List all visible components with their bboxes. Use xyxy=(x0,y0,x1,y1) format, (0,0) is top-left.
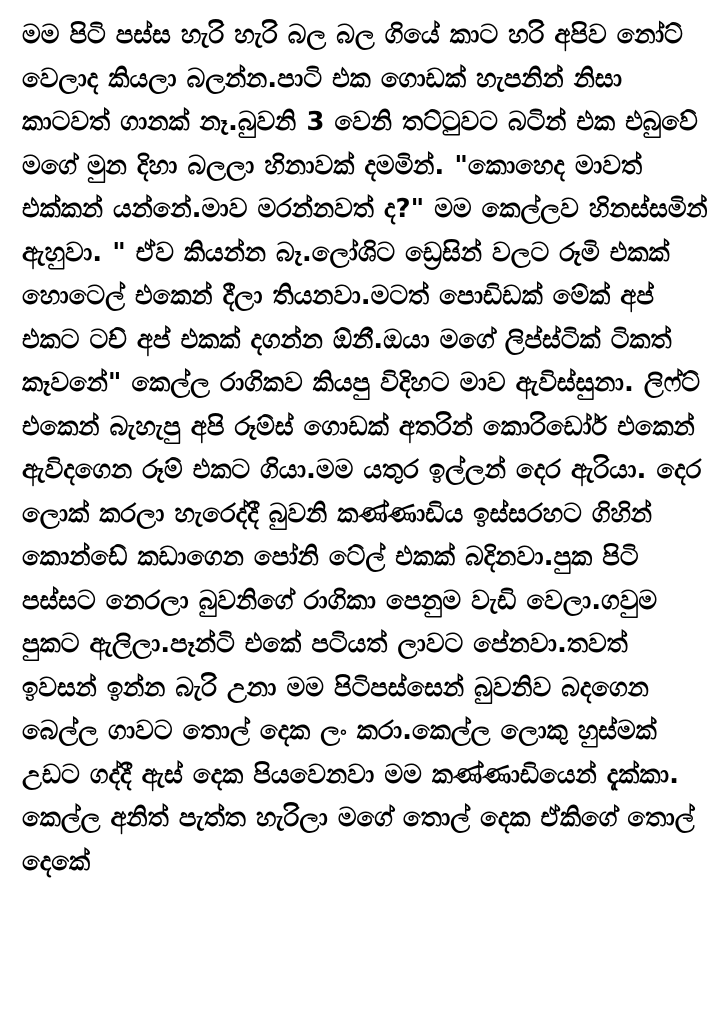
story-body-text: මම පිටි පස්ස හැරි හැරි බල බල ගියේ කාට හරි අපිව නෝට් වෙලාද කියලා බලන්න.පාටි එක ගොඩක් හැපනින් නිසා කාටවත් ගානක් නෑ.බුවනි 3 වෙනි තට්ටුවට බටින් එක එබුවේ මගේ මුන දිහා බලලා හිනාවක් දමමින්. "කොහෙද මාවත් එක්කන් යන්නේ.මාව මරන්නවත් ද?" මම කෙල්ලව හිනස්සමින් ඇහුවා. " ඒව කියන්න බෑ.ලෝශිට ඩ්‍රෙසින් වලට රූමි එකක් හොටෙල් එකෙන් දීලා තියනවා.මටත් පොඩිඩක් මේක් අප් එකට ටච් අප් එකක් දගන්න ඕනී.ඔයා මගේ ලිප්ස්ටික් ටිකත් කෑවනේ" කෙල්ල රාගිකව කියපු විදිහට මාව ඇවිස්සුනා. ලිෆ්ට් එකෙන් බැහැපු අපි රූම්ස් ගොඩක් අතරින් කොරිඩෝර් එකෙන් ඇවිදගෙන රූම් එකට ගියා.මම යතුර ඉල්ලන් දෙර ඇරියා. දෙර ලොක් කරලා හැරෙද්දී බුවනි කණ්ණාඩිය ඉස්සරහට ගිහින් කොන්ඩේ කඩාගෙන පෝනි ටේල් එකක් බදිනවා.පුක පිටි පස්සට නෙරලා බුවනිගේ රාගිකා පෙනුම වැඩි වෙලා.ගවුම පුකට ඇලිලා.පෑන්ටි එකේ පටියත් ලාවට පේනවා.තවත් ඉවසන් ඉන්න බැරි උනා මම පිටිපස්සෙන් බුවනිව බදගෙන බෙල්ල ගාවට තොල් දෙක ලං කරා.කෙල්ල ලොකු හුස්මක් උඩට ගද්දී ඇස් දෙක පියවෙනවා මම කණ්ණාඩියෙන් දැක්කා. කෙල්ල අනිත් පැත්ත හැරිලා මගේ තොල් දෙක ඒකිගේ තොල් දෙකේ xyxy=(22,20,718,877)
